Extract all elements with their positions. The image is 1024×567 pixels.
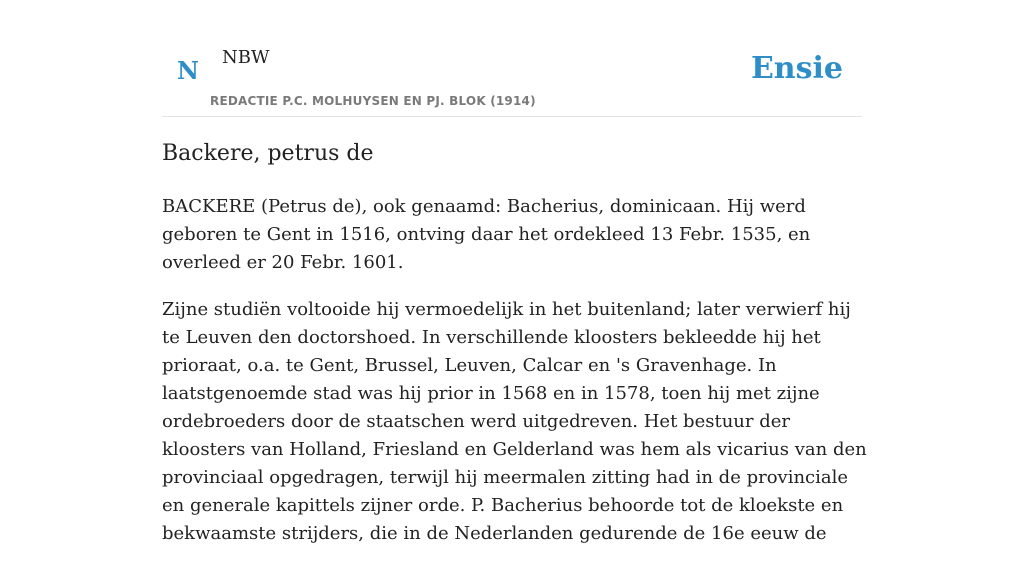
- source-editors: REDACTIE P.C. MOLHUYSEN EN PJ. BLOK (1914): [210, 94, 536, 108]
- site-header: [162, 0, 862, 117]
- article-body: [162, 137, 872, 567]
- brand-logo-link[interactable]: Ensie: [750, 51, 843, 86]
- article-paragraph: BACKERE (Petrus de), ook genaamd: Bacherius, dominicaan. Hij werd geboren te Gent in 1516, ontving daar het ordekleed 13 Febr. 1535, en overleed er 20 Febr. 1601.: [162, 196, 811, 273]
- article-paragraph: Zijne studiën voltooide hij vermoedelijk in het buitenland; later verwierf hij te Leuven den doctorshoed. In verschillende kloosters bekleedde hij het prioraat, o.a. te Gent, Brussel, Leuven, Calcar en 's Gravenhage. In laatstgenoemde stad was hij prior in 1568 en in 1578, toen hij met zijne ordebroeders door de staatschen werd uitgedreven. Het bestuur der kloosters van Holland, Friesland en Gelderland was hem als vicarius van den provinciaal opgedragen, terwijl hij meermalen zitting had in de provinciale en generale kapittels zijner orde. P. Bacherius behoorde tot de kloekste en bekwaamste strijders, die in de Nederlanden gedurende de 16e eeuw de: [162, 299, 867, 544]
- source-name-link[interactable]: NBW: [222, 47, 270, 68]
- article-title: Backere, petrus de: [162, 141, 374, 166]
- source-logo[interactable]: N: [177, 56, 199, 85]
